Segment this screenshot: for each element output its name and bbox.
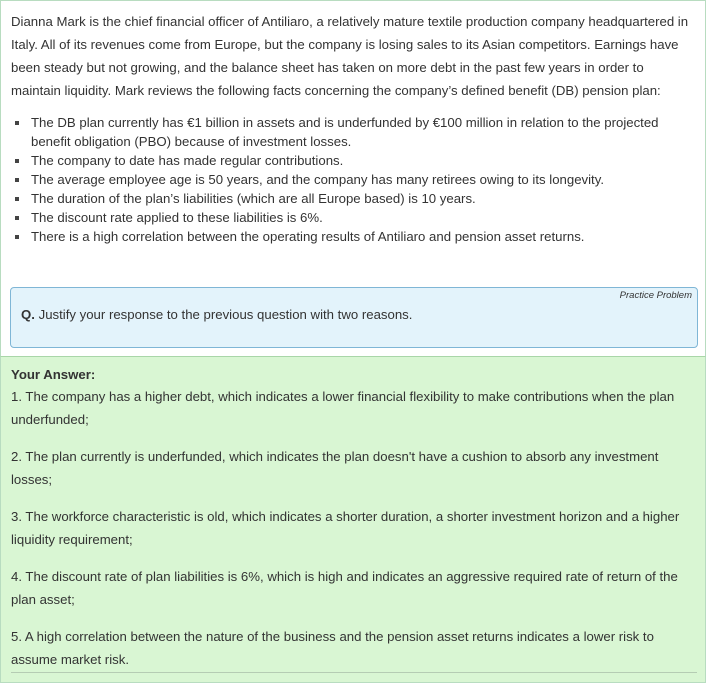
- answer-item: 3. The workforce characteristic is old, which indicates a shorter duration, a shorter investment horizon and a higher liquidity requirement;: [11, 509, 680, 547]
- facts-list: [1, 113, 705, 246]
- question-card: [10, 287, 698, 348]
- answer-item: 5. A high correlation between the nature of the business and the pension asset returns indicates a lower risk to assume market risk.: [11, 629, 654, 667]
- fact-item: There is a high correlation between the operating results of Antiliaro and pension asset returns.: [31, 227, 691, 246]
- question-text-row: [21, 307, 412, 322]
- fact-item: The DB plan currently has €1 billion in assets and is underfunded by €100 million in relation to the projected benefit obligation (PBO) because of investment losses.: [31, 113, 691, 151]
- answer-title: Your Answer:: [11, 367, 96, 382]
- fact-item: The discount rate applied to these liabilities is 6%.: [31, 208, 691, 227]
- answer-item: 1. The company has a higher debt, which indicates a lower financial flexibility to make contributions when the plan underfunded;: [11, 389, 675, 427]
- answer-divider: [11, 672, 697, 673]
- practice-problem-tag: Practice Problem: [619, 290, 692, 301]
- answer-list: [11, 385, 695, 685]
- question-text: Justify your response to the previous question with two reasons.: [38, 307, 413, 322]
- question-prefix: Q.: [21, 307, 35, 322]
- fact-item: The average employee age is 50 years, and the company has many retirees owing to its longevity.: [31, 170, 691, 189]
- fact-item: The company to date has made regular contributions.: [31, 151, 691, 170]
- answer-panel: [0, 356, 706, 683]
- fact-item: The duration of the plan’s liabilities (which are all Europe based) is 10 years.: [31, 189, 691, 208]
- answer-item: 2. The plan currently is underfunded, which indicates the plan doesn't have a cushion to absorb any investment losses;: [11, 449, 659, 487]
- answer-item: 4. The discount rate of plan liabilities is 6%, which is high and indicates an aggressive required rate of return of the plan asset;: [11, 569, 678, 607]
- case-intro: Dianna Mark is the chief financial officer of Antiliaro, a relatively mature textile production company headquartered in Italy. All of its revenues come from Europe, but the company is losing sales to its Asian competitors. Earnings have been steady but not growing, and the balance sheet has taken on more debt in the past few years in order to maintain liquidity. Mark reviews the following facts concerning the company’s defined benefit (DB) pension plan:: [11, 14, 689, 98]
